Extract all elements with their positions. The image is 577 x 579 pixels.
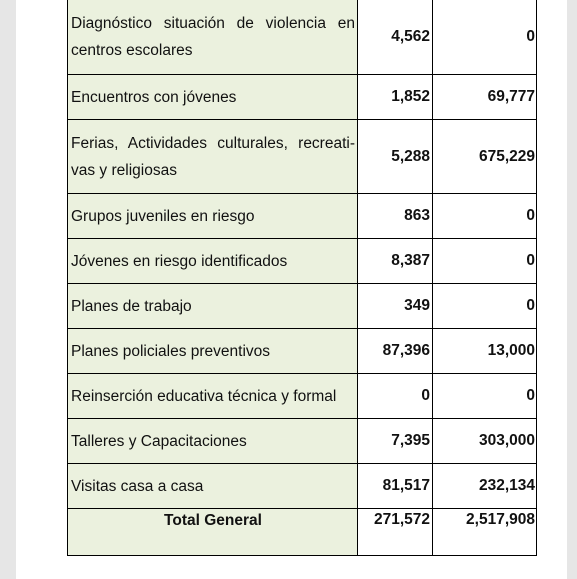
row-value-2: 0: [433, 194, 537, 239]
row-label: Jóvenes en riesgo identificados: [68, 239, 358, 284]
table-row: [68, 194, 537, 239]
row-value-1: 8,387: [358, 239, 433, 284]
total-value-2: 2,517,908: [433, 509, 537, 556]
row-value-1: 4,562: [358, 0, 433, 75]
row-label: Planes policiales preventivos: [68, 329, 358, 374]
table-row: [68, 374, 537, 419]
row-value-1: 87,396: [358, 329, 433, 374]
table-row: [68, 419, 537, 464]
row-value-1: 1,852: [358, 75, 433, 120]
table-row: [68, 120, 537, 194]
table-row: [68, 284, 537, 329]
table-row: [68, 239, 537, 284]
row-label: Encuentros con jóvenes: [68, 75, 358, 120]
table-row: [68, 329, 537, 374]
row-label: Talleres y Capacitaciones: [68, 419, 358, 464]
left-gutter: [0, 0, 16, 579]
row-value-2: 0: [433, 374, 537, 419]
total-row: [68, 509, 537, 556]
row-value-2: 0: [433, 0, 537, 75]
total-value-1: 271,572: [358, 509, 433, 556]
row-value-1: 0: [358, 374, 433, 419]
row-label: Ferias, Actividades culturales, recreati-vas y religiosas: [68, 120, 358, 194]
row-value-2: 69,777: [433, 75, 537, 120]
row-value-2: 232,134: [433, 464, 537, 509]
document-page: [16, 0, 567, 579]
total-label: Total General: [68, 509, 358, 556]
row-value-2: 0: [433, 284, 537, 329]
table-row: [68, 75, 537, 120]
table-row: [68, 0, 537, 75]
right-gutter: [567, 0, 577, 579]
row-label: Planes de trabajo: [68, 284, 358, 329]
row-value-1: 7,395: [358, 419, 433, 464]
row-label: Grupos juveniles en riesgo: [68, 194, 358, 239]
row-value-2: 303,000: [433, 419, 537, 464]
row-value-1: 863: [358, 194, 433, 239]
table-row: [68, 464, 537, 509]
row-value-1: 349: [358, 284, 433, 329]
row-value-1: 81,517: [358, 464, 433, 509]
data-table: [67, 0, 537, 556]
row-label: Visitas casa a casa: [68, 464, 358, 509]
row-label: Reinserción educativa técnica y formal: [68, 374, 358, 419]
row-value-2: 675,229: [433, 120, 537, 194]
row-value-2: 13,000: [433, 329, 537, 374]
row-value-2: 0: [433, 239, 537, 284]
row-label: Diagnóstico situación de violencia en centros escolares: [68, 0, 358, 75]
row-value-1: 5,288: [358, 120, 433, 194]
